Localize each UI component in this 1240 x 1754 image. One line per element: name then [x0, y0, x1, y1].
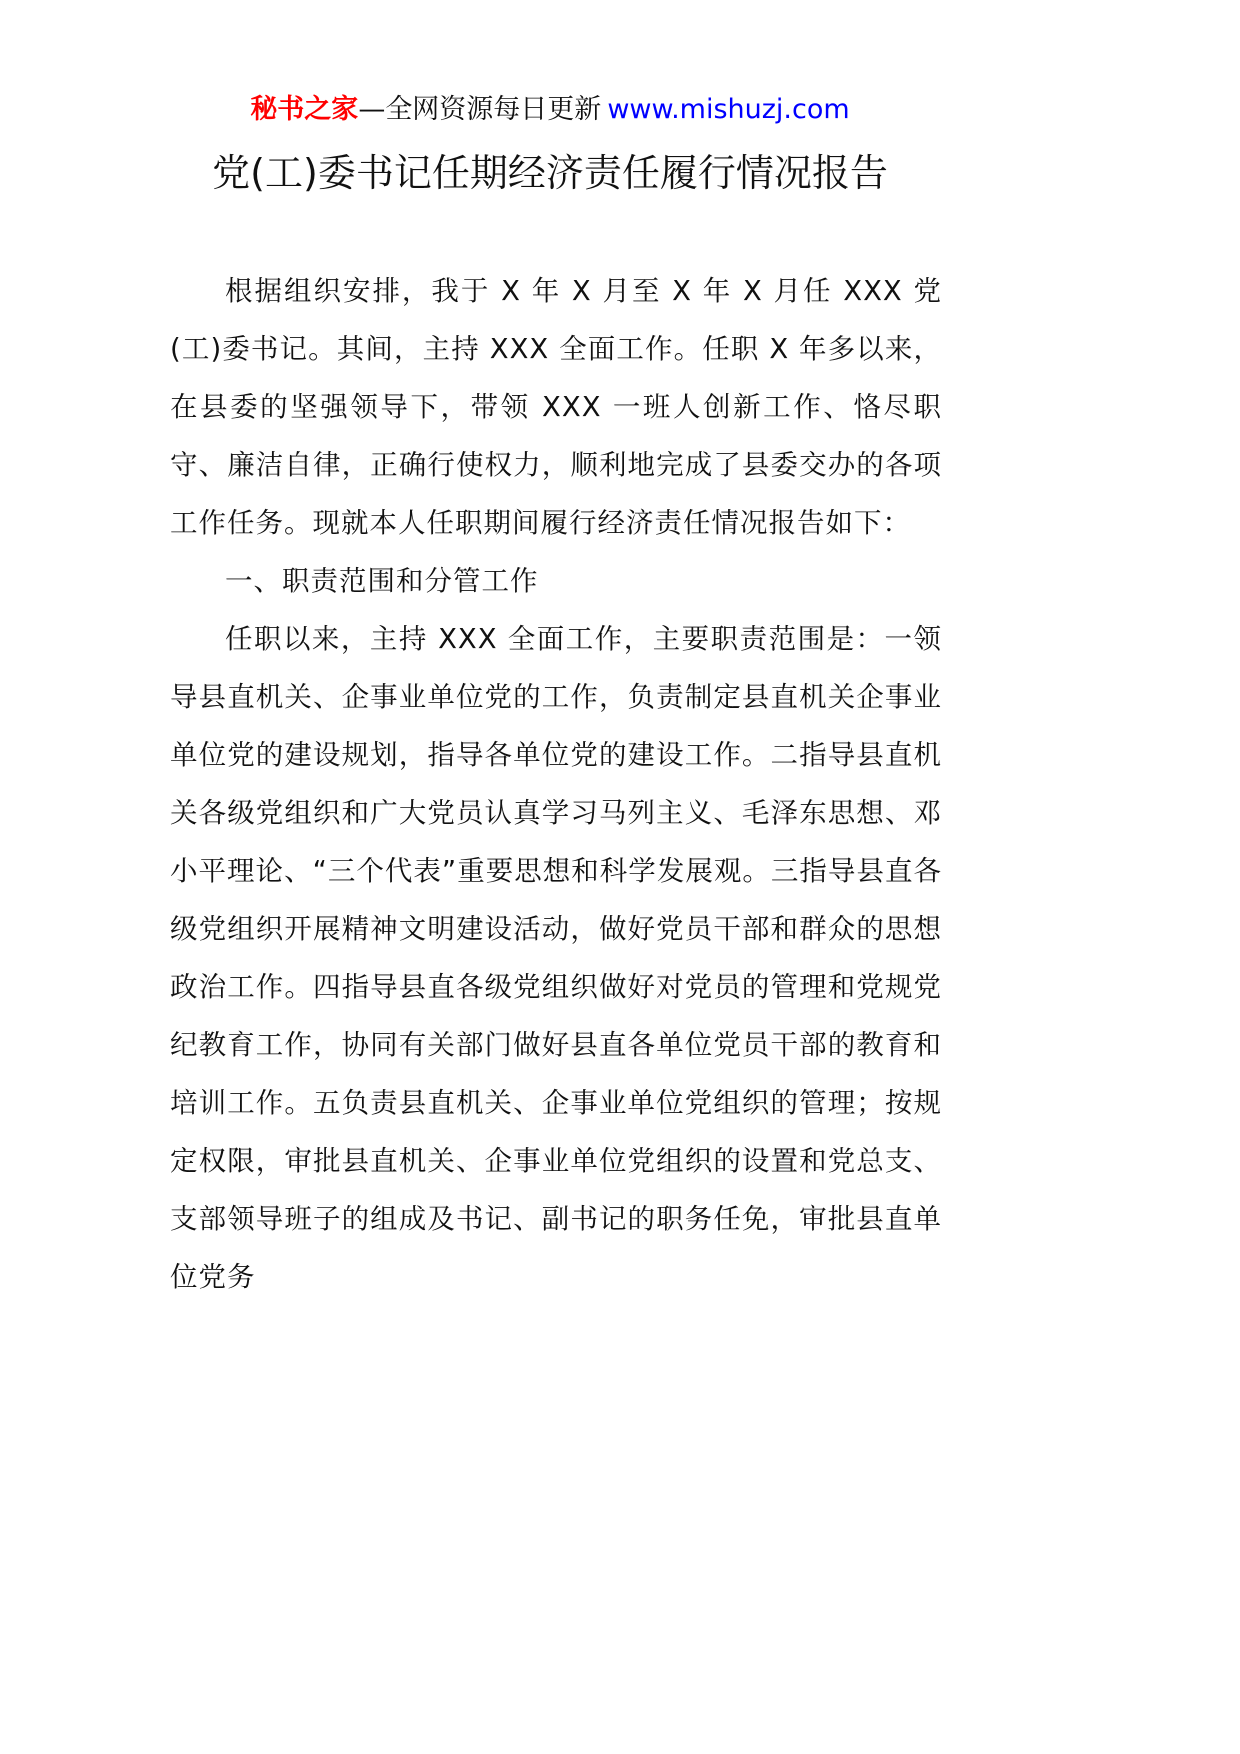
document-title: 党(工)委书记任期经济责任履行情况报告 [212, 151, 888, 195]
section-heading-1: 一、职责范围和分管工作 [225, 565, 539, 597]
site-tagline: —全网资源每日更新 [358, 94, 602, 125]
site-header [0, 90, 1100, 130]
document-body [170, 262, 942, 1306]
duties-paragraph: 任职以来，主持 XXX 全面工作，主要职责范围是：一领导县直机关、企事业单位党的工作，负责制定县直机关企事业单位党的建设规划，指导各单位党的建设工作。二指导县直机关各级党组织和广大党员认真学习马列主义、毛泽东思想、邓小平理论、“三个代表”重要思想和科学发展观。三指导县直各级党组织开展精神文明建设活动，做好党员干部和群众的思想政治工作。四指导县直各级党组织做好对党员的管理和党规党纪教育工作，协同有关部门做好县直各单位党员干部的教育和培训工作。五负责县直机关、企事业单位党组织的管理；按规定权限，审批县直机关、企事业单位党组织的设置和党总支、支部领导班子的组成及书记、副书记的职务任免，审批县直单位党务 [170, 623, 942, 1293]
site-url-link[interactable]: www.mishuzj.com [607, 94, 850, 125]
intro-paragraph: 根据组织安排，我于 X 年 X 月至 X 年 X 月任 XXX 党(工)委书记。其间，主持 XXX 全面工作。任职 X 年多以来，在县委的坚强领导下，带领 XXX 一班人创新工作、恪尽职守、廉洁自律，正确行使权力，顺利地完成了县委交办的各项工作任务。现就本人任职期间履行经济责任情况报告如下： [170, 275, 942, 539]
site-name: 秘书之家 [250, 94, 359, 125]
